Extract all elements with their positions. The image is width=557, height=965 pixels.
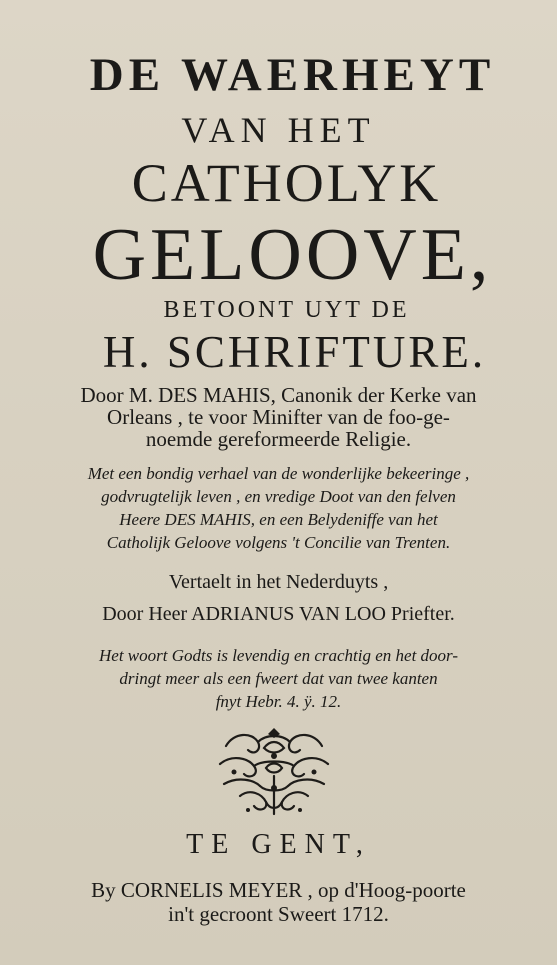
quote-line-2: dringt meer als een fweert dat van twee kanten — [119, 669, 438, 688]
scripture-quote — [0, 644, 557, 713]
author-statement — [0, 384, 557, 450]
account-line-2: godvrugtelijk leven , en vredige Doot van den felven — [101, 487, 456, 506]
imprint-printer — [0, 878, 557, 926]
title-line-3: CATHOLYK — [131, 153, 442, 213]
account-line-3: Heere DES MAHIS, en een Belydeniffe van het — [119, 510, 438, 529]
author-line-1: Door M. DES MAHIS, Canonik der Kerke van — [80, 383, 477, 407]
account-statement — [0, 462, 557, 554]
title-line-2: VAN HET — [181, 110, 376, 150]
translation-line-2: Door Heer ADRIANUS VAN LOO Priefter. — [102, 603, 455, 625]
title-line-1: DE WAERHEYT — [89, 49, 496, 101]
author-line-3: noemde gereformeerde Religie. — [145, 427, 412, 451]
title-line-4: GELOOVE, — [92, 214, 493, 296]
title-line-5: BETOONT UYT DE — [163, 297, 410, 323]
account-line-4: Catholijk Geloove volgens 't Concilie van Trenten. — [106, 533, 451, 552]
quote-line-3: fnyt Hebr. 4. ÿ. 12. — [215, 692, 342, 711]
printers-fleuron-icon — [204, 726, 344, 820]
title-line-6: H. SCHRIFTURE. — [102, 327, 487, 377]
author-line-2: Orleans , te voor Minifter van de foo-ge- — [107, 405, 450, 429]
imprint-place: TE GENT, — [186, 829, 371, 860]
quote-line-1: Het woort Godts is levendig en crachtig en het door- — [99, 646, 458, 665]
translation-line-1: Vertaelt in het Nederduyts , — [168, 571, 389, 593]
imprint-line-1: By CORNELIS MEYER , op d'Hoog-poorte — [91, 878, 466, 902]
imprint-line-2: in't gecroont Sweert 1712. — [168, 902, 389, 926]
account-line-1: Met een bondig verhael van de wonderlijke bekeeringe , — [87, 464, 470, 483]
